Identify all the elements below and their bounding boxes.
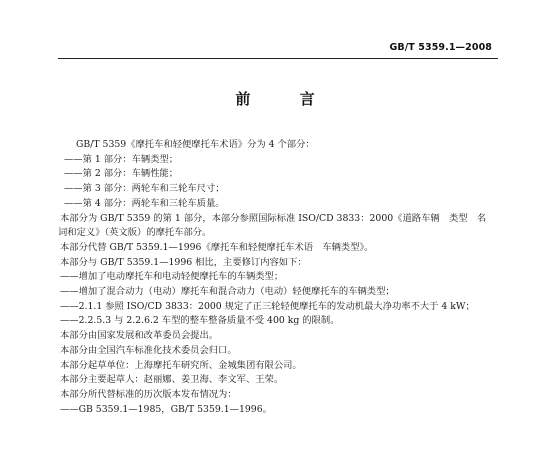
paragraph-proposed-by: 本部分由国家发展和改革委员会提出。 [60, 330, 219, 342]
list-item-part-1: ——第 1 部分：车辆类型； [64, 153, 179, 165]
list-item-part-4: ——第 4 部分：两轮车和三轮车质量。 [64, 197, 225, 209]
foreword-body [58, 138, 498, 417]
paragraph-managed-by: 本部分由全国汽车标准化技术委员会归口。 [60, 344, 237, 356]
paragraph-reference: 本部分为 GB/T 5359 的第 1 部分，本部分参照国际标准 ISO/CD 3833：2000《道路车辆 类型 名 [60, 212, 487, 224]
list-item-part-2: ——第 2 部分：车辆性能； [64, 168, 179, 180]
header-divider [58, 58, 498, 59]
change-item-3: ——2.1.1 参照 ISO/CD 3833：2000 规定了正三轮轻便摩托车的发动机最大净功率不大于 4 kW； [60, 300, 475, 312]
change-item-1: ——增加了电动摩托车和电动轻便摩托车的车辆类型； [60, 271, 284, 283]
paragraph-replaces: 本部分代替 GB/T 5359.1—1996《摩托车和轻便摩托车术语 车辆类型》。 [60, 241, 374, 253]
paragraph-drafters: 本部分主要起草人：赵丽娜、姜卫海、李文军、王荣。 [60, 374, 284, 386]
paragraph-history: 本部分所代替标准的历次版本发布情况为： [60, 388, 237, 400]
paragraph-drafting-units: 本部分起草单位：上海摩托车研究所、金城集团有限公司。 [60, 359, 302, 371]
page-title: 前 言 [235, 90, 337, 108]
paragraph-changes: 本部分与 GB/T 5359.1—1996 相比，主要修订内容如下： [60, 256, 307, 268]
standard-number: GB/T 5359.1—2008 [389, 42, 492, 53]
change-item-2: ——增加了混合动力（电动）摩托车和混合动力（电动）轻便摩托车的车辆类型； [60, 286, 395, 298]
history-item: ——GB 5359.1—1985，GB/T 5359.1—1996。 [60, 403, 272, 415]
list-item-part-3: ——第 3 部分：两轮车和三轮车尺寸； [64, 183, 225, 195]
paragraph-intro: GB/T 5359《摩托车和轻便摩托车术语》分为 4 个部分： [76, 139, 315, 150]
change-item-4: ——2.2.5.3 与 2.2.6.2 车型的整车整备质量不受 400 kg 的限制。 [60, 315, 340, 327]
paragraph-reference-cont: 词和定义》（英文版）的摩托车部分。 [58, 227, 212, 239]
